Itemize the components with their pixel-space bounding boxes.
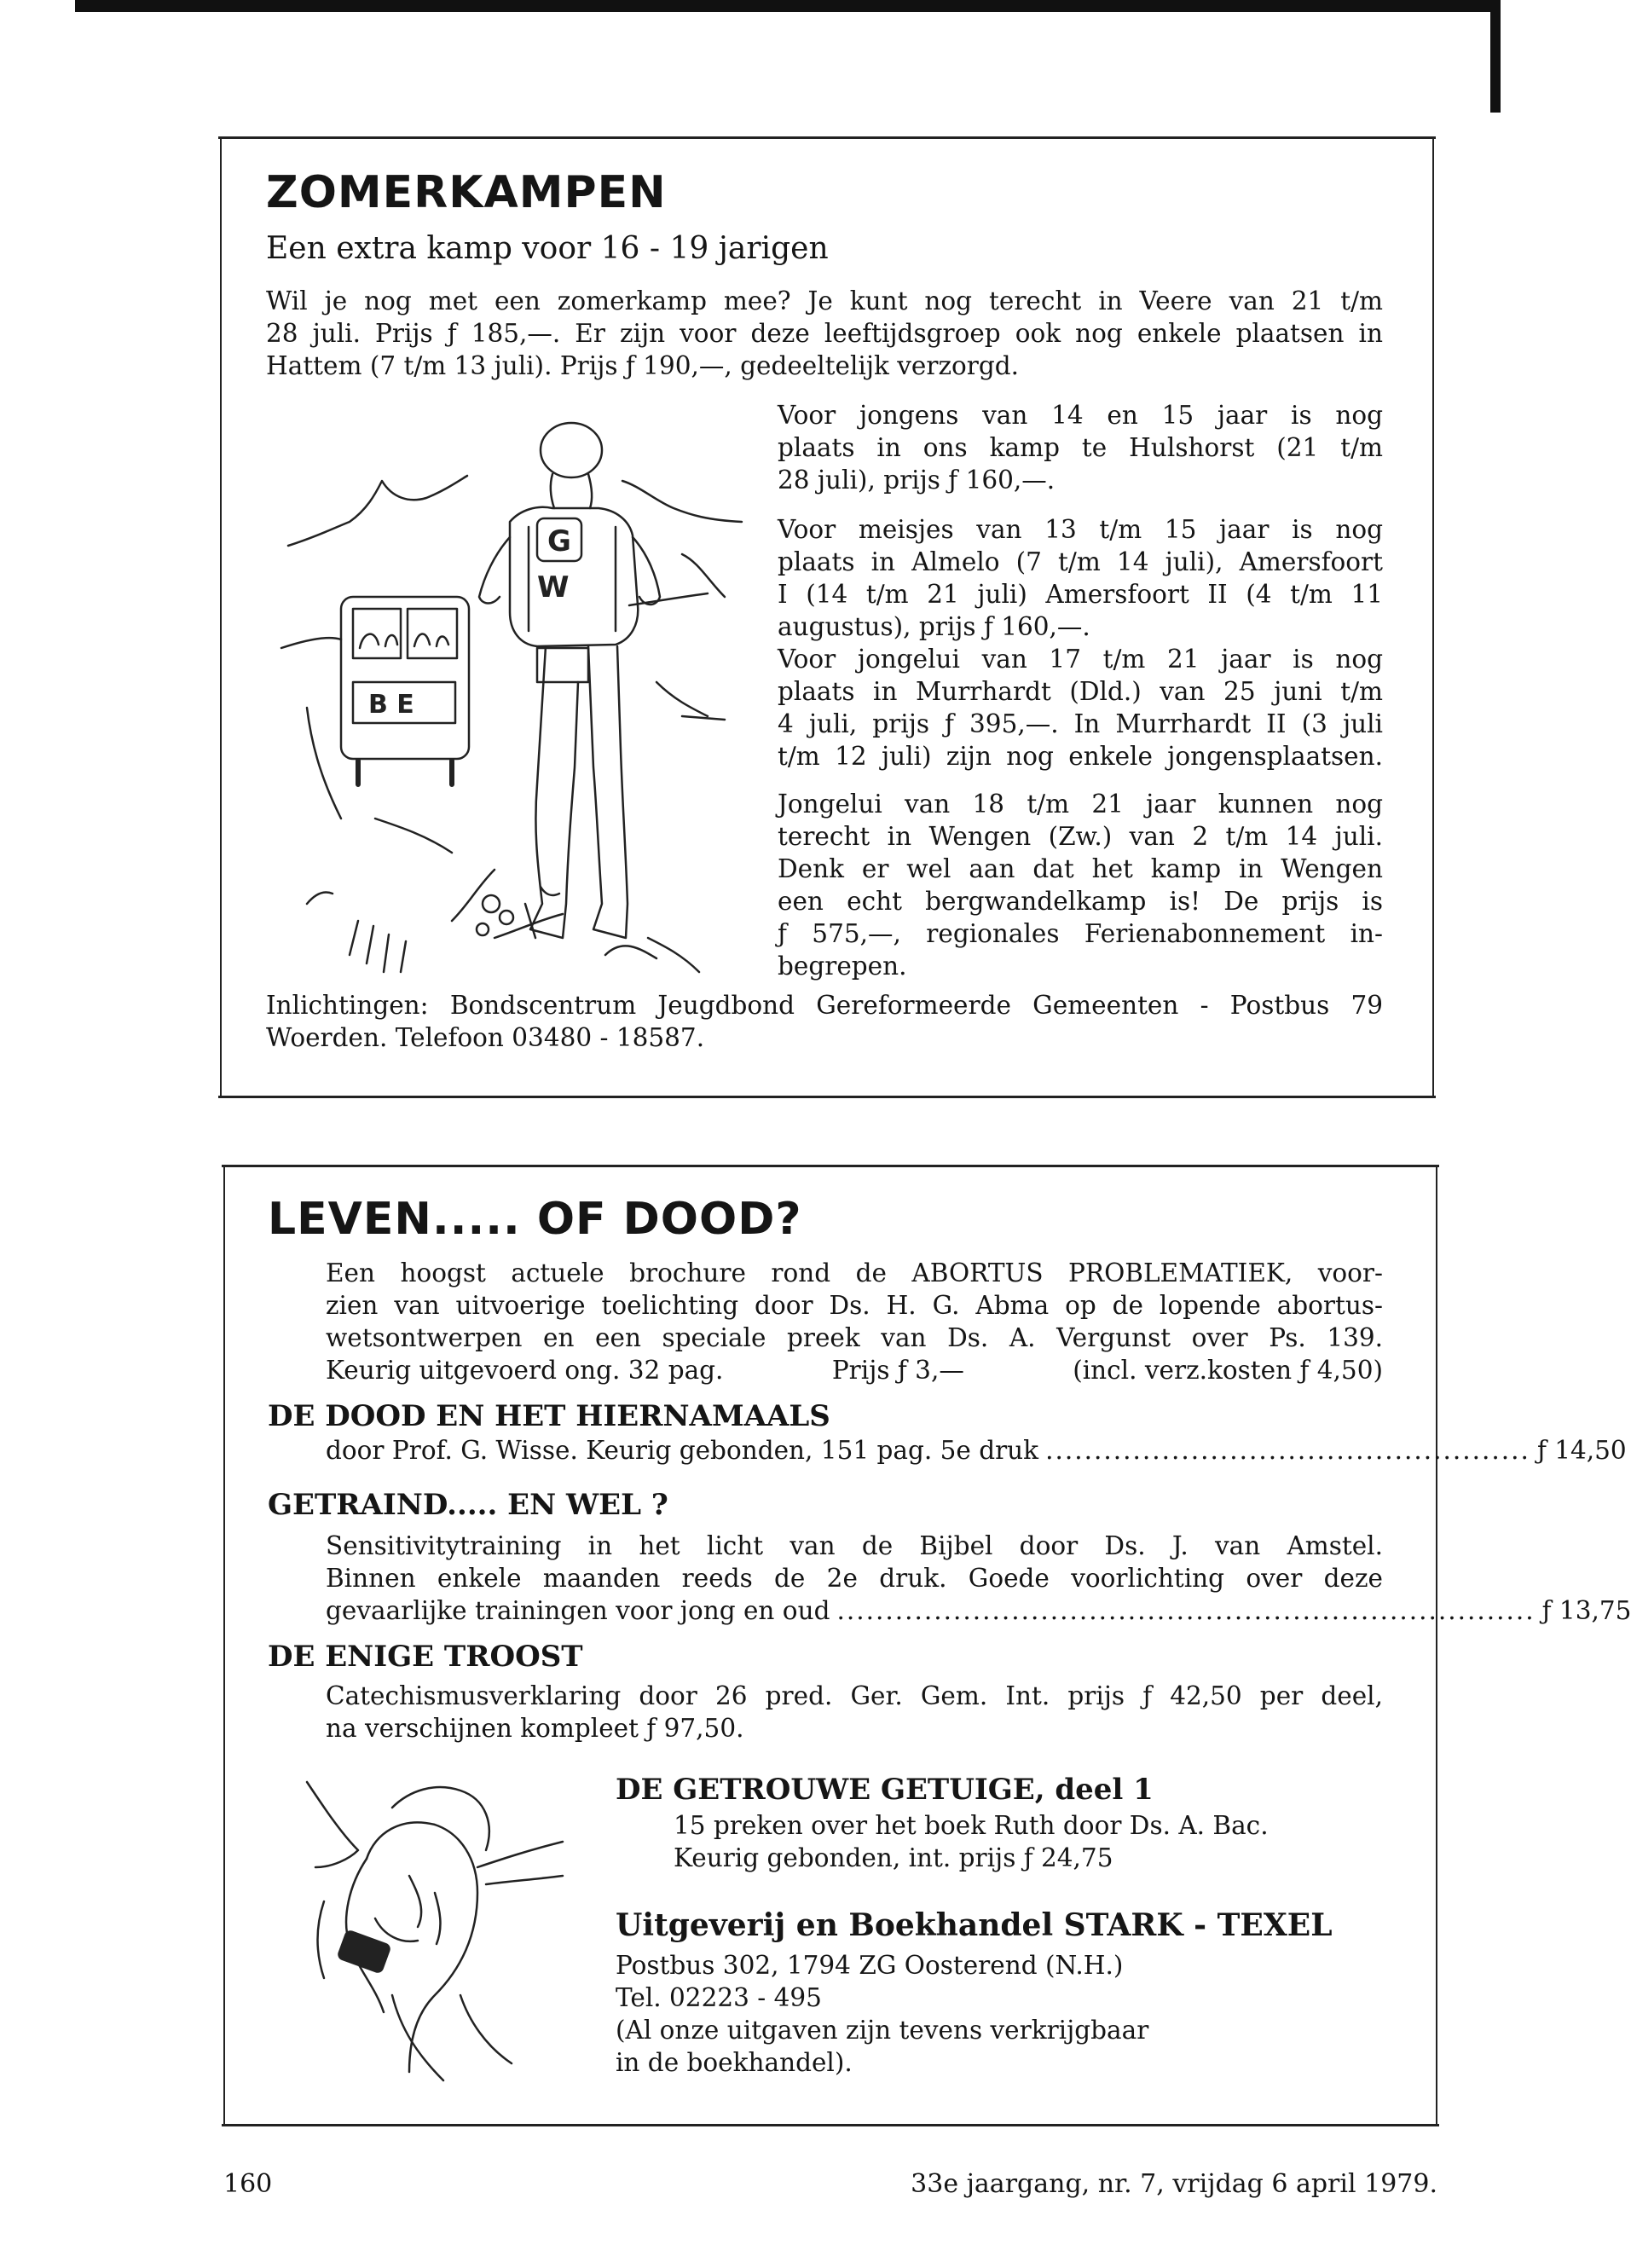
crying-figure-illustration [290, 1773, 580, 2097]
page-number: 160 [223, 2169, 273, 2199]
bus-sign-text: B E [368, 690, 414, 720]
text-line: Voor jongens van 14 en 15 jaar is nog [778, 401, 1383, 430]
text-line: Denk er wel aan dat het kamp in Wengen [778, 854, 1383, 883]
info-line: Woerden. Telefoon 03480 - 18587. [266, 1023, 705, 1052]
text-line: 15 preken over het boek Ruth door Ds. A. Bac. [674, 1811, 1269, 1840]
text-line: plaats in Murrhardt (Dld.) van 25 juni t/m [778, 677, 1383, 706]
book1-text: door Prof. G. Wisse. Keurig gebonden, 151 pag. 5e druk [326, 1436, 1039, 1465]
inlichtingen [266, 989, 1383, 1054]
brochure-description [326, 1257, 1383, 1386]
issue-info: 33e jaargang, nr. 7, vrijdag 6 april 1979. [911, 2169, 1437, 2199]
top-black-border [75, 0, 1501, 12]
backpack-letter-bottom: W [537, 570, 570, 605]
intro-line: 28 juli. Prijs ƒ 185,—. Er zijn voor deze leeftijdsgroep ook nog enkele plaatsen in [266, 319, 1383, 348]
backpack-letter-top: G [547, 524, 571, 558]
text-line: Tel. 02223 - 495 [616, 1983, 822, 2012]
intro-line: Wil je nog met een zomerkamp mee? Je kunt nog terecht in Veere van 21 t/m [266, 286, 1383, 315]
text-line: ƒ 575,—, regionales Ferienabonnement in- [778, 919, 1383, 948]
zomerkampen-title: ZOMERKAMPEN [266, 167, 667, 218]
price-line [326, 1354, 1383, 1386]
info-line: Inlichtingen: Bondscentrum Jeugdbond Gereformeerde Gemeenten - Postbus 79 [266, 991, 1383, 1020]
jongens-paragraph [778, 399, 1383, 496]
meisjes-paragraph [778, 513, 1383, 643]
text-line: Voor jongelui van 17 t/m 21 jaar is nog [778, 645, 1383, 674]
text-line: Keurig gebonden, int. prijs ƒ 24,75 [674, 1843, 1113, 1872]
text-line: na verschijnen kompleet ƒ 97,50. [326, 1714, 744, 1743]
text-line: 4 juli, prijs ƒ 395,—. In Murrhardt II (3 juli [778, 709, 1383, 738]
publisher-name: Uitgeverij en Boekhandel STARK - TEXEL [616, 1907, 1333, 1943]
book2-last-text: gevaarlijke trainingen voor jong en oud [326, 1596, 830, 1625]
text-line: augustus), prijs ƒ 160,—. [778, 612, 1090, 641]
text-line: Sensitivitytraining in het licht van de Bijbel door Ds. J. van Amstel. [326, 1531, 1383, 1560]
text-line: een echt bergwandelkamp is! De prijs is [778, 887, 1383, 916]
text-line: terecht in Wengen (Zw.) van 2 t/m 14 juli. [778, 822, 1383, 851]
murrhardt-paragraph [778, 643, 1383, 772]
book1-line [326, 1434, 1627, 1467]
leader-dots: ........................................................................ [836, 1596, 1536, 1625]
brochure-price: Prijs ƒ 3,— [831, 1356, 964, 1385]
book3-title: DE ENIGE TROOST [268, 1640, 583, 1674]
text-line: Voor meisjes van 13 t/m 15 jaar is nog [778, 515, 1383, 544]
text-line: Catechismusverklaring door 26 pred. Ger. Gem. Int. prijs ƒ 42,50 per deel, [326, 1681, 1383, 1710]
box-top-rule [218, 136, 1436, 139]
intro-line: Hattem (7 t/m 13 juli). Prijs ƒ 190,—, gedeeltelijk verzorgd. [266, 351, 1020, 380]
book2-price-line [326, 1594, 1631, 1627]
book3-description [326, 1680, 1383, 1744]
text-line: Een hoogst actuele brochure rond de ABORTUS PROBLEMATIEK, voor- [326, 1258, 1383, 1287]
text-line: 28 juli), prijs ƒ 160,—. [778, 466, 1056, 495]
text-line: plaats in ons kamp te Hulshorst (21 t/m [778, 433, 1383, 462]
shipping-price: (incl. verz.kosten ƒ 4,50) [1073, 1356, 1383, 1385]
leven-of-dood-title: LEVEN..... OF DOOD? [268, 1194, 802, 1245]
leader-dots: .................................................. [1045, 1436, 1530, 1465]
hiker-illustration [281, 426, 759, 972]
text-line: t/m 12 juli) zijn nog enkele jongensplaatsen. [778, 742, 1383, 771]
text-line: Jongelui van 18 t/m 21 jaar kunnen nog [778, 790, 1383, 819]
publisher-address [616, 1949, 1383, 2079]
book2-price: ƒ 13,75 [1541, 1596, 1631, 1625]
text-line: I (14 t/m 21 juli) Amersfoort II (4 t/m 11 [778, 580, 1383, 609]
format-text: Keurig uitgevoerd ong. 32 pag. [326, 1356, 724, 1385]
book1-price: ƒ 14,50 [1536, 1436, 1627, 1465]
book4-title: DE GETROUWE GETUIGE, deel 1 [616, 1773, 1154, 1807]
wengen-paragraph [778, 788, 1383, 982]
book2-title: GETRAIND..... EN WEL ? [268, 1488, 668, 1522]
zomerkampen-subtitle: Een extra kamp voor 16 - 19 jarigen [266, 231, 829, 266]
book1-title: DE DOOD EN HET HIERNAMAALS [268, 1399, 830, 1433]
text-line: in de boekhandel). [616, 2048, 853, 2077]
text-line: (Al onze uitgaven zijn tevens verkrijgbaar [616, 2016, 1149, 2045]
zomerkampen-intro [266, 285, 1383, 382]
right-black-border [1490, 0, 1501, 113]
text-line: plaats in Almelo (7 t/m 14 juli), Amersfoort [778, 547, 1383, 576]
text-line: Postbus 302, 1794 ZG Oosterend (N.H.) [616, 1951, 1124, 1980]
text-line: zien van uitvoerige toelichting door Ds. H. G. Abma op de lopende abortus- [326, 1291, 1383, 1320]
box-bottom-rule [218, 1096, 1436, 1098]
book2-description [326, 1530, 1631, 1627]
box-top-rule [222, 1165, 1439, 1167]
box-bottom-rule [222, 2124, 1439, 2126]
text-line: wetsontwerpen en een speciale preek van Ds. A. Vergunst over Ps. 139. [326, 1323, 1383, 1352]
text-line: Binnen enkele maanden reeds de 2e druk. Goede voorlichting over deze [326, 1564, 1383, 1593]
book4-description [674, 1809, 1381, 1874]
text-line: begrepen. [778, 952, 907, 981]
